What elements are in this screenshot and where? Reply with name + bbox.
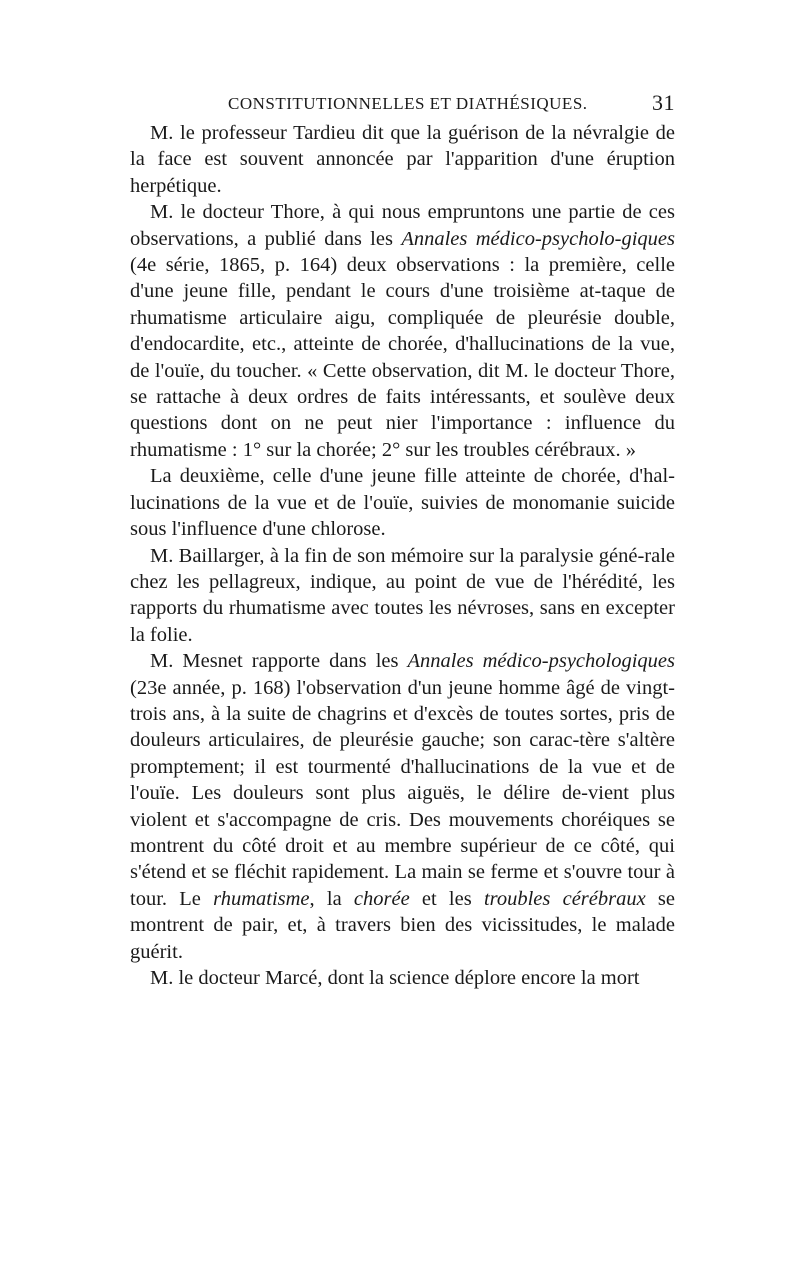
paragraph	[130, 648, 675, 965]
italic-text-run: Annales médico-psychologiques	[407, 650, 675, 673]
paragraph	[130, 120, 675, 199]
italic-text-run: chorée	[353, 887, 410, 910]
text-run: La deuxième, celle d'une jeune fille atteinte de chorée, d'hal-lucinations de la vue et de l'ouïe, suivies de monomanie suicide sous l'influence d'une chlorose.	[130, 465, 675, 541]
paragraph	[130, 965, 675, 991]
text-run: M. le docteur Thore, à qui nous empruntons une partie de ces observations, a publié dans les	[130, 201, 675, 250]
running-title: CONSTITUTIONNELLES ET DIATHÉSIQUES.	[228, 94, 588, 113]
text-run: (4e série, 1865, p. 164) deux observations : la première, celle d'une jeune fille, pendant le cours d'une troisième at-taque de rhumatisme articulaire aigu, compliquée de pleurésie double, d'endocardite, etc., atteinte de chorée, d'hallucinations de la vue, de l'ouïe, du toucher. « Cette observation, dit M. le docteur Thore, se rattache à deux ordres de faits intéressants, et soulève deux questions dont on ne peut nier l'importance : influence du rhumatisme : 1° sur la chorée; 2° sur les troubles cérébraux. »	[130, 254, 675, 461]
italic-text-run: troubles cérébraux	[483, 887, 646, 910]
body-text	[130, 120, 675, 991]
italic-text-run: rhumatisme	[213, 887, 310, 910]
book-page	[130, 88, 675, 991]
text-run: (23e année, p. 168) l'observation d'un jeune homme âgé de vingt-trois ans, à la suite de chagrins et d'excès de toutes sortes, pris de douleurs articulaires, de pleurésie gauche; son carac-tère s'altère promptement; il est tourmenté d'hallucinations de la vue et de l'ouïe. Les douleurs sont plus aiguës, le délire de-vient plus violent et s'accompagne de cris. Des mouvements choréiques se montrent du côté droit et au membre supérieur de ce côté, qui s'étend et se fléchit rapidement. La main se ferme et s'ouvre tour à tour. Le	[130, 676, 675, 910]
page-number: 31	[652, 90, 675, 115]
text-run: , la	[309, 887, 354, 910]
page-header	[130, 88, 675, 120]
paragraph	[130, 199, 675, 463]
text-run: se montrent de pair, et, à travers bien des vicissitudes, le malade guérit.	[130, 887, 676, 963]
text-run: M. le professeur Tardieu dit que la guérison de la névralgie de la face est souvent annoncée par l'apparition d'une éruption herpétique.	[130, 122, 675, 197]
text-run: M. le docteur Marcé, dont la science déplore encore la mort	[150, 967, 640, 989]
text-run: M. Mesnet rapporte dans les	[150, 650, 408, 673]
paragraph	[130, 543, 675, 649]
text-run: M. Baillarger, à la fin de son mémoire sur la paralysie géné-rale chez les pellagreux, indique, au point de vue de l'hérédité, les rapports du rhumatisme avec toutes les névroses, sans en excepter la folie.	[130, 544, 675, 646]
italic-text-run: Annales médico-psycholo-giques	[401, 227, 675, 250]
text-run: et les	[409, 887, 484, 910]
paragraph	[130, 463, 675, 542]
